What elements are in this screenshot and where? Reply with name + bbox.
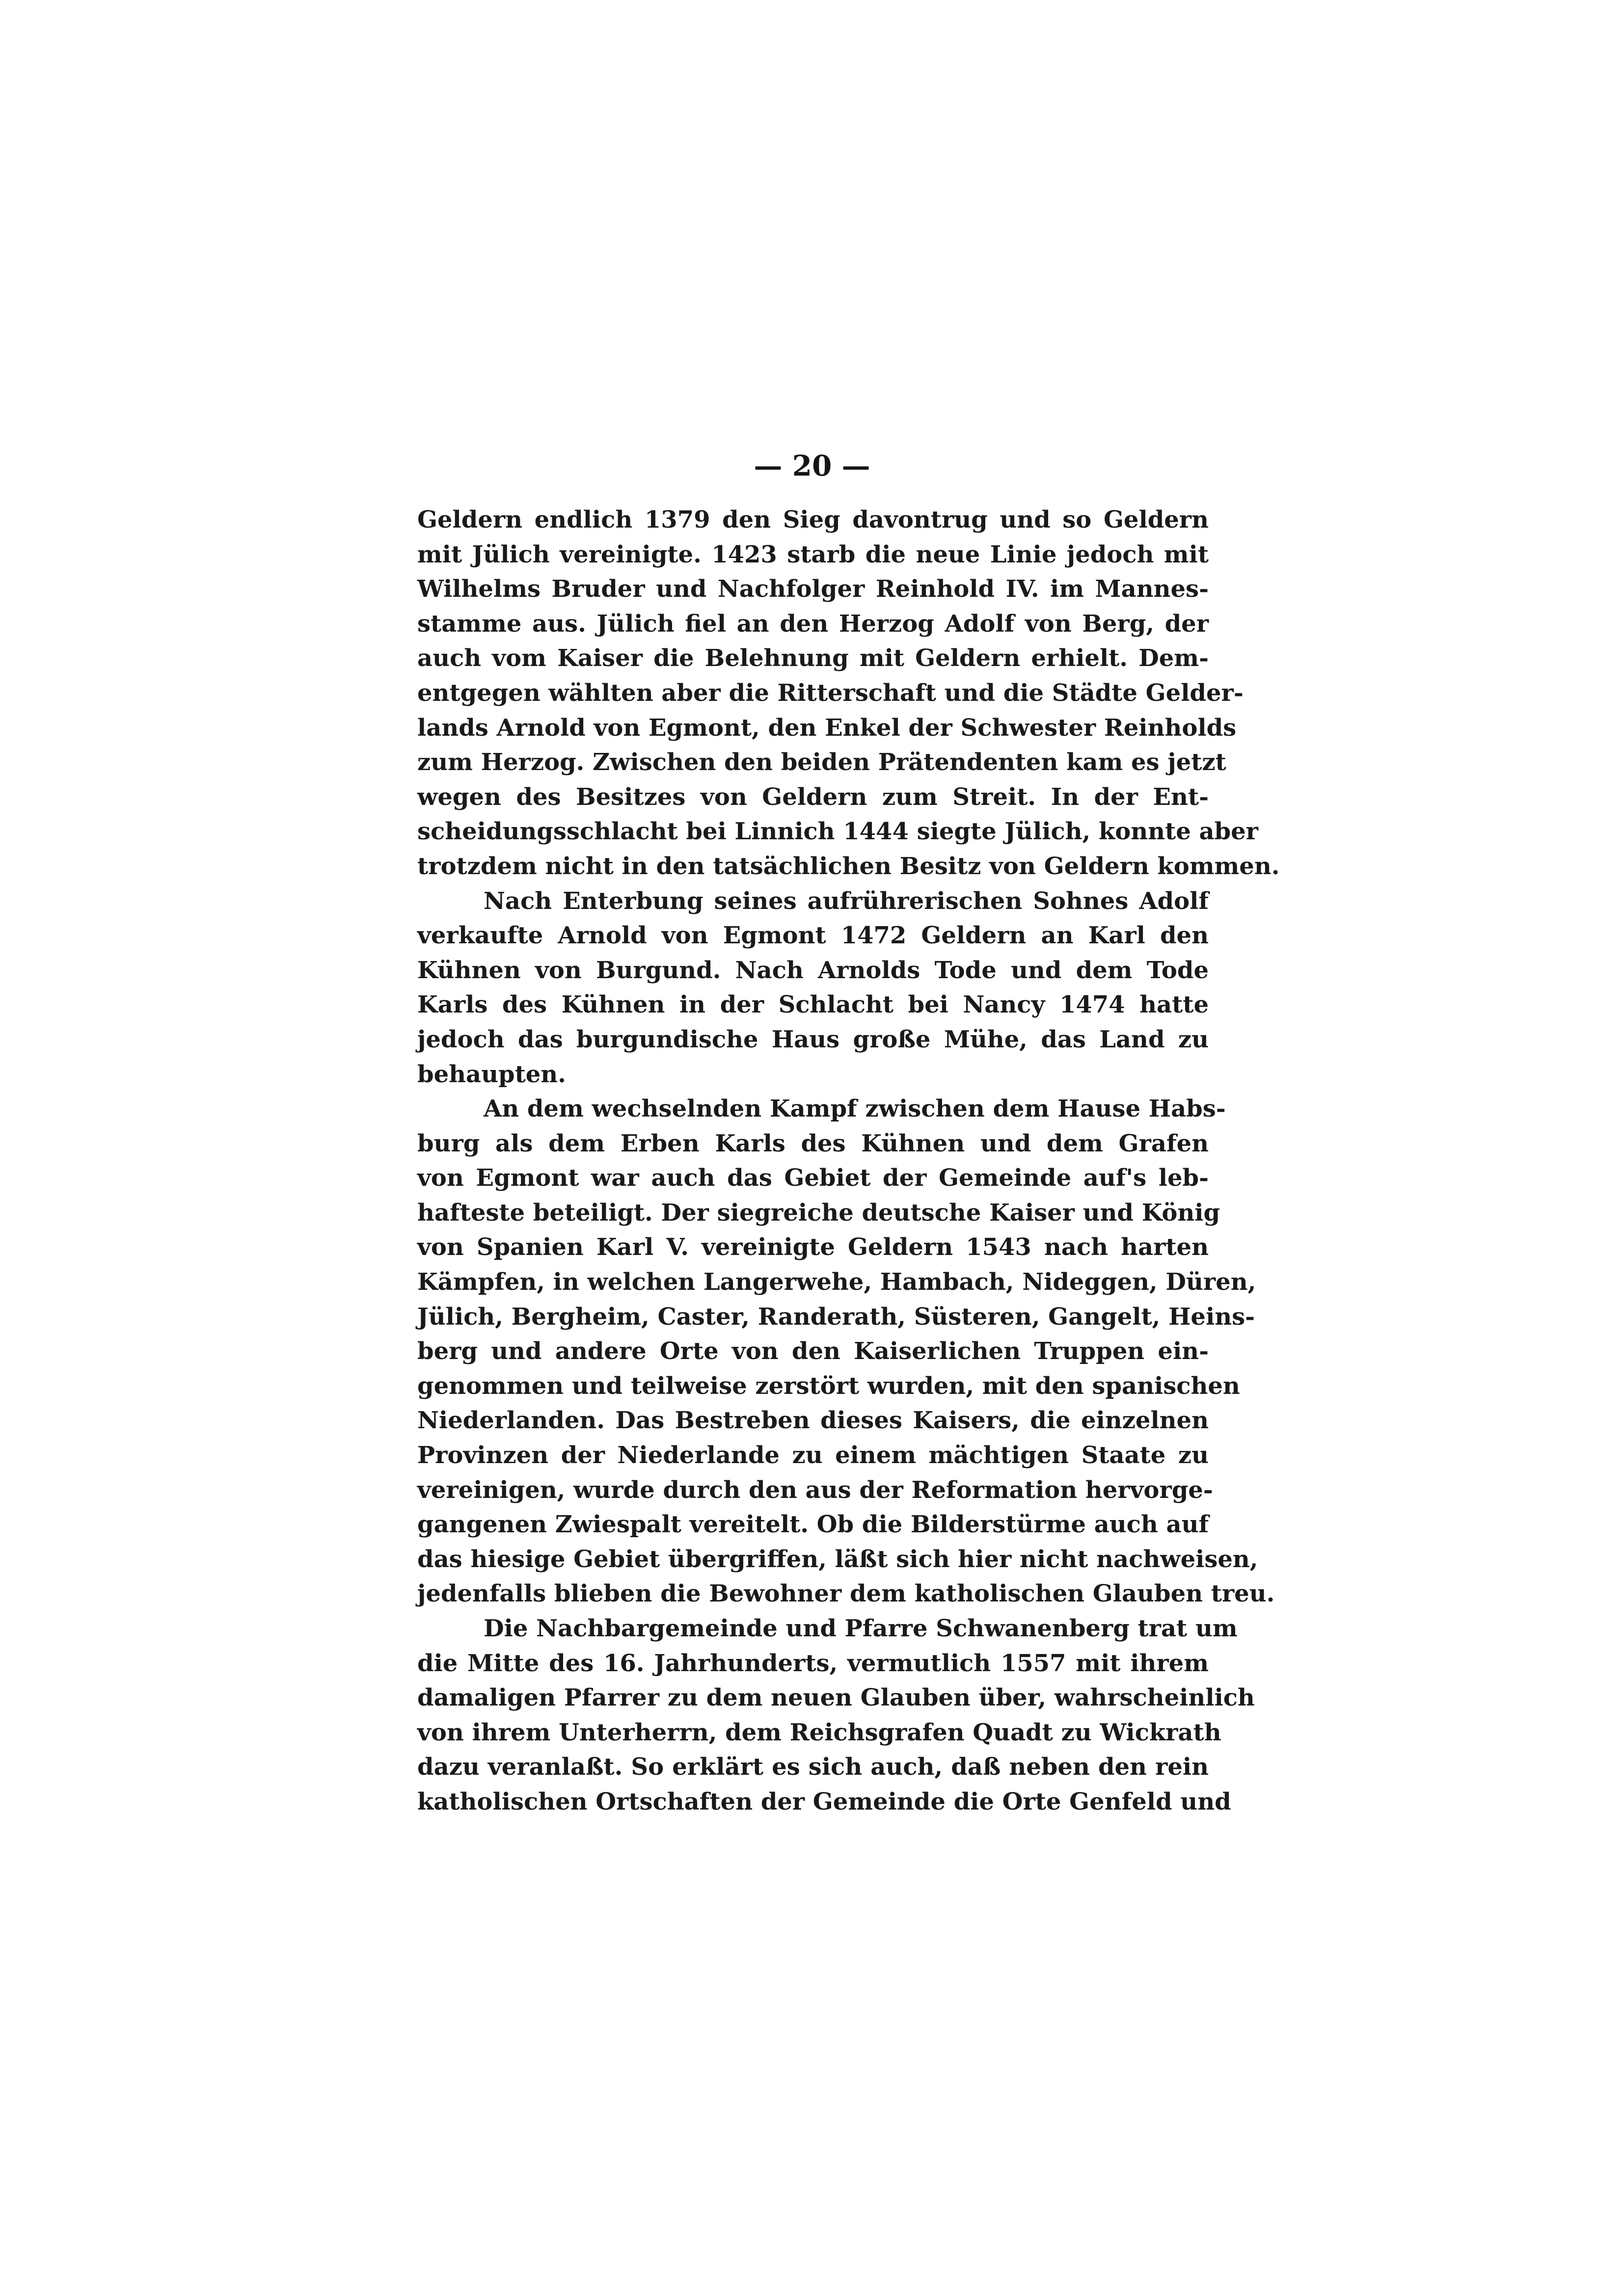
text-line: gangenen Zwiespalt vereitelt. Ob die Bilderstürme auch auf	[417, 1511, 1209, 1539]
text-line: Jülich, Bergheim, Caster, Randerath, Süsteren, Gangelt, Heins-	[417, 1303, 1255, 1331]
paragraph	[417, 884, 1209, 1092]
text-line: vereinigen, wurde durch den aus der Reformation hervorge-	[417, 1476, 1213, 1504]
text-line: burg als dem Erben Karls des Kühnen und dem Grafen	[417, 1129, 1209, 1157]
text-line: stamme aus. Jülich fiel an den Herzog Adolf von Berg, der	[417, 610, 1209, 638]
text-line: von Egmont war auch das Gebiet der Gemeinde auf's leb-	[417, 1164, 1209, 1192]
text-line: Kühnen von Burgund. Nach Arnolds Tode und dem Tode	[417, 956, 1209, 984]
text-line: hafteste beteiligt. Der siegreiche deutsche Kaiser und König	[417, 1199, 1220, 1227]
text-line: berg und andere Orte von den Kaiserlichen Truppen ein-	[417, 1337, 1209, 1365]
text-line: die Mitte des 16. Jahrhunderts, vermutlich 1557 mit ihrem	[417, 1649, 1209, 1677]
text-line: von Spanien Karl V. vereinigte Geldern 1543 nach harten	[417, 1233, 1209, 1261]
text-line: verkaufte Arnold von Egmont 1472 Geldern an Karl den	[417, 922, 1209, 950]
text-line: trotzdem nicht in den tatsächlichen Besitz von Geldern kommen.	[417, 852, 1280, 880]
text-line: auch vom Kaiser die Belehnung mit Geldern erhielt. Dem-	[417, 644, 1209, 672]
text-line: damaligen Pfarrer zu dem neuen Glauben über, wahrscheinlich	[417, 1684, 1255, 1712]
text-line: genommen und teilweise zerstört wurden, mit den spanischen	[417, 1372, 1240, 1400]
text-line: katholischen Ortschaften der Gemeinde die Orte Genfeld und	[417, 1788, 1231, 1815]
text-line: Die Nachbargemeinde und Pfarre Schwanenberg trat um	[484, 1615, 1238, 1642]
text-line: Provinzen der Niederlande zu einem mächtigen Staate zu	[417, 1442, 1209, 1469]
text-line: An dem wechselnden Kampf zwischen dem Hause Habs-	[484, 1095, 1226, 1123]
text-line: Kämpfen, in welchen Langerwehe, Hambach, Nideggen, Düren,	[417, 1268, 1256, 1296]
text-line: scheidungsschlacht bei Linnich 1444 siegte Jülich, konnte aber	[417, 818, 1258, 846]
text-line: mit Jülich vereinigte. 1423 starb die neue Linie jedoch mit	[417, 540, 1209, 568]
text-line: Niederlanden. Das Bestreben dieses Kaisers, die einzelnen	[417, 1407, 1209, 1435]
paragraph	[417, 1611, 1255, 1819]
body-text	[417, 503, 1280, 1819]
text-line: Geldern endlich 1379 den Sieg davontrug und so Geldern	[417, 506, 1209, 534]
text-line: das hiesige Gebiet übergriffen, läßt sich hier nicht nachweisen,	[417, 1545, 1258, 1573]
text-line: jedenfalls blieben die Bewohner dem katholischen Glauben treu.	[417, 1580, 1275, 1608]
paragraph	[417, 503, 1280, 884]
text-line: behaupten.	[417, 1060, 566, 1088]
text-line: zum Herzog. Zwischen den beiden Prätendenten kam es jetzt	[417, 748, 1226, 776]
text-line: wegen des Besitzes von Geldern zum Streit. In der Ent-	[417, 783, 1209, 811]
text-line: Karls des Kühnen in der Schlacht bei Nancy 1474 hatte	[417, 991, 1209, 1019]
page-number: — 20 —	[754, 449, 870, 482]
text-line: Wilhelms Bruder und Nachfolger Reinhold IV. im Mannes-	[417, 575, 1209, 603]
text-line: lands Arnold von Egmont, den Enkel der Schwester Reinholds	[417, 714, 1237, 742]
paragraph	[417, 1092, 1275, 1611]
text-line: Nach Enterbung seines aufrührerischen Sohnes Adolf	[484, 887, 1209, 915]
text-line: dazu veranlaßt. So erklärt es sich auch, daß neben den rein	[417, 1753, 1209, 1781]
text-line: entgegen wählten aber die Ritterschaft und die Städte Gelder-	[417, 679, 1244, 707]
text-line: von ihrem Unterherrn, dem Reichsgrafen Quadt zu Wickrath	[417, 1718, 1221, 1746]
text-line: jedoch das burgundische Haus große Mühe, das Land zu	[417, 1025, 1209, 1053]
